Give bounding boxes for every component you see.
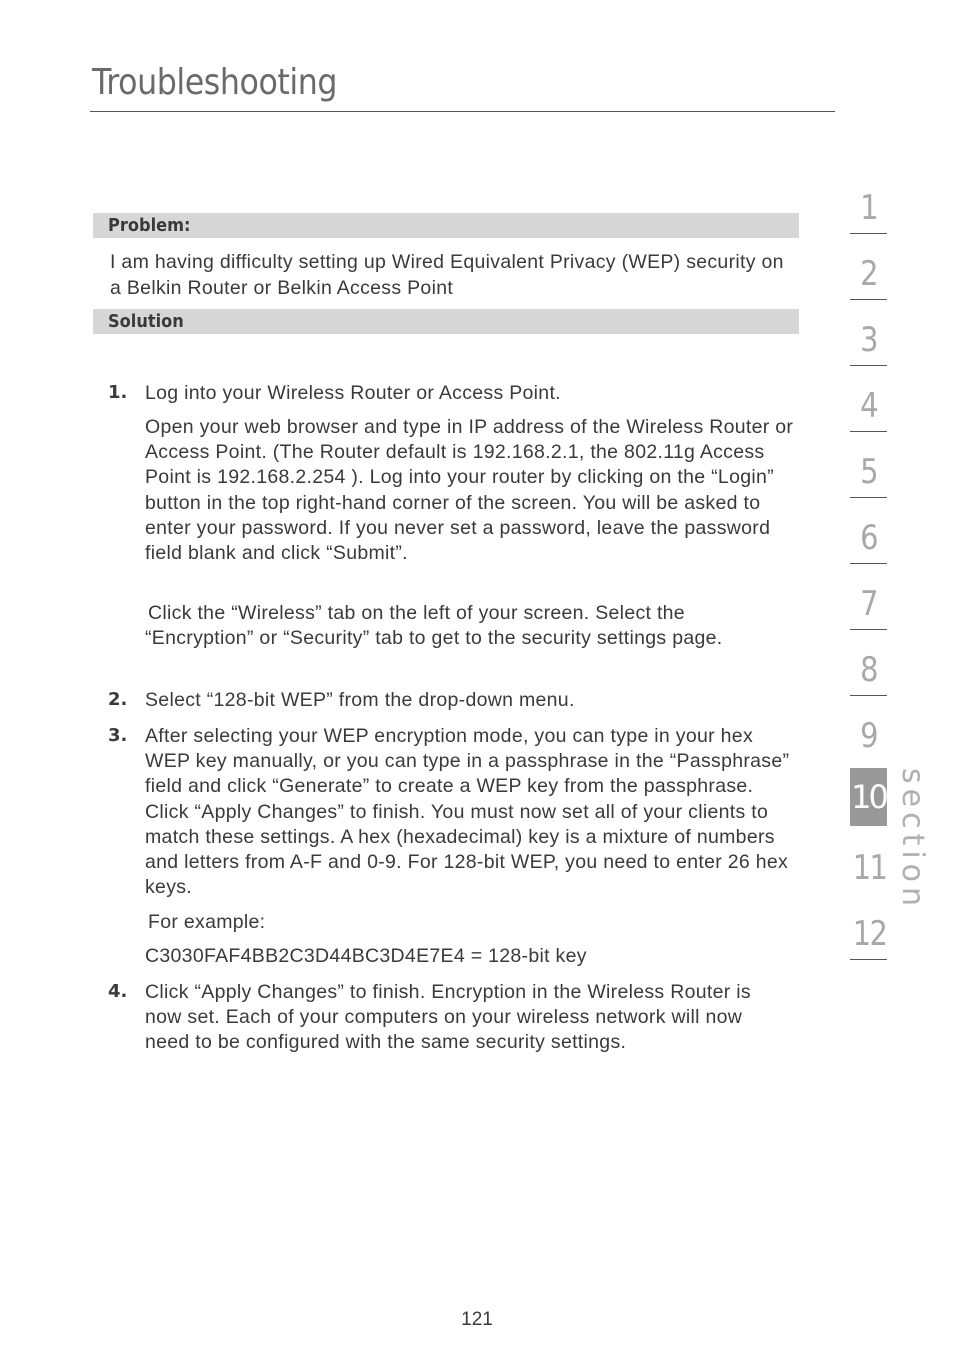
section-tab-4[interactable]: 4: [850, 378, 887, 444]
section-tab-7[interactable]: 7: [850, 576, 887, 642]
step-paragraph: Click the “Wireless” tab on the left of your screen. Select the “Encryption” or “Security” tab to get to the security settings page.: [145, 602, 723, 650]
section-tab-1[interactable]: 1: [850, 180, 887, 246]
problem-heading: Problem:: [108, 215, 191, 236]
section-tab-8[interactable]: 8: [850, 642, 887, 708]
problem-text: I am having difficulty setting up Wired Equivalent Privacy (WEP) security on a Belkin Router or Belkin Access Point: [110, 251, 784, 299]
solution-heading-bar: [93, 309, 799, 334]
step-number: 3.: [108, 725, 128, 746]
step-paragraph: For example:: [148, 911, 266, 933]
hex-key-example: C3030FAF4BB2C3D44BC3D4E7E4 = 128-bit key: [145, 945, 587, 967]
step-paragraph: Open your web browser and type in IP address of the Wireless Router or Access Point. (The Router default is 192.168.2.1, the 802.11g Access Point is 192.168.2.254 ). Log into your router by clicking on the “Login” button in the top right-hand corner of the screen. You will be asked to enter your password. If you never set a password, leave the password field blank and click “Submit”.: [145, 416, 794, 565]
problem-heading-bar: [93, 213, 799, 238]
section-tab-3[interactable]: 3: [850, 312, 887, 378]
step-paragraph: After selecting your WEP encryption mode, you can type in your hex WEP key manually, or you can type in a passphrase in the “Passphrase” field and click “Generate” to create a WEP key from the passphrase. Click “Apply Changes” to finish. You must now set all of your clients to match these settings. A hex (hexadecimal) key is a mixture of numbers and letters from A-F and 0-9. For 128-bit WEP, you need to enter 26 hex keys.: [145, 725, 790, 899]
step-paragraph: Select “128-bit WEP” from the drop-down menu.: [145, 689, 575, 711]
section-tab-11[interactable]: 11: [852, 848, 887, 888]
title-divider: [90, 111, 835, 112]
section-tab-2[interactable]: 2: [850, 246, 887, 312]
step-number: 4.: [108, 981, 128, 1002]
section-tab-10-active[interactable]: 10: [850, 766, 887, 832]
step-paragraph: Log into your Wireless Router or Access Point.: [145, 382, 561, 404]
section-tab-6[interactable]: 6: [850, 510, 887, 576]
step-number: 1.: [108, 382, 128, 403]
section-tab-5[interactable]: 5: [850, 444, 887, 510]
step-number: 2.: [108, 689, 128, 710]
step-paragraph: Click “Apply Changes” to finish. Encryption in the Wireless Router is now set. Each of your computers on your wireless network will now need to be configured with the same security settings.: [145, 981, 751, 1054]
solution-heading: Solution: [108, 311, 184, 332]
section-tab-12[interactable]: 12: [850, 906, 887, 972]
page-number: 121: [461, 1309, 493, 1330]
page-title: Troubleshooting: [92, 62, 338, 103]
section-label: section: [895, 768, 930, 912]
section-tab-9[interactable]: 9: [860, 716, 877, 756]
